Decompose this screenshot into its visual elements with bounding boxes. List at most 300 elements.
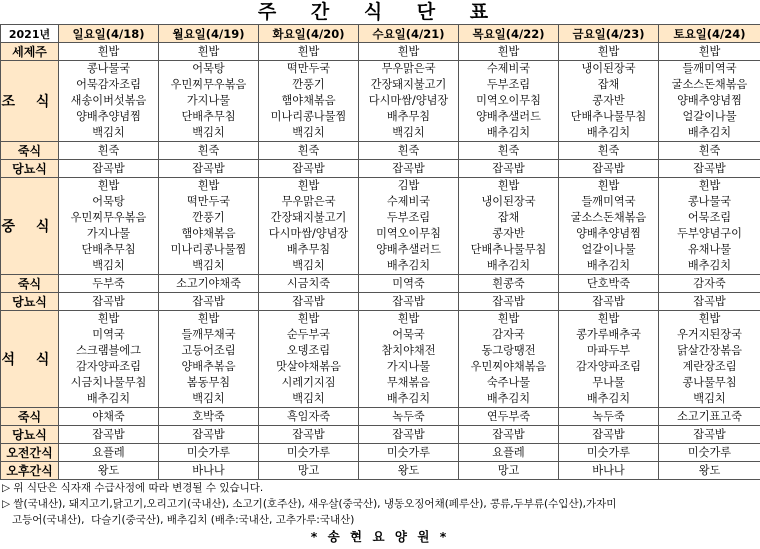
menu-item: 깐풍기 xyxy=(292,78,325,91)
menu-item: 흰죽 xyxy=(97,143,120,157)
menu-cell xyxy=(259,408,359,426)
day-header: 토요일(4/24) xyxy=(659,25,760,43)
menu-item: 백김치 xyxy=(292,259,325,272)
menu-item: 야채죽 xyxy=(92,409,125,423)
menu-item: 흰밥 xyxy=(698,312,721,325)
menu-item: 잡곡밥 xyxy=(92,161,125,175)
menu-item: 미역죽 xyxy=(392,276,425,290)
menu-item: 양배추양념찜 xyxy=(576,227,641,240)
menu-item: 들깨무채국 xyxy=(181,328,236,341)
menu-item: 어묵국 xyxy=(392,328,425,341)
menu-item: 흰죽 xyxy=(297,143,320,157)
menu-cell xyxy=(59,444,159,462)
meal-label: 중 식 xyxy=(1,178,59,275)
menu-cell xyxy=(259,311,359,408)
menu-row xyxy=(1,43,760,61)
menu-item: 배추김치 xyxy=(486,126,531,139)
menu-cell xyxy=(159,462,259,480)
menu-item: 콩나물무침 xyxy=(682,376,737,389)
menu-cell xyxy=(59,311,159,408)
menu-cell xyxy=(59,178,159,275)
menu-cell xyxy=(359,160,459,178)
menu-item: 감자국 xyxy=(492,328,525,341)
menu-cell xyxy=(159,426,259,444)
menu-item: 미숫가루 xyxy=(687,445,732,459)
menu-item: 김밥 xyxy=(397,179,420,192)
menu-item: 감자죽 xyxy=(693,276,726,290)
menu-item: 무채볶음 xyxy=(386,376,431,389)
menu-item: 동그랑땡전 xyxy=(481,344,536,357)
menu-cell xyxy=(159,293,259,311)
menu-item: 흰밥 xyxy=(97,179,120,192)
menu-item: 흰밥 xyxy=(397,44,420,58)
menu-item: 들깨미역국 xyxy=(581,195,636,208)
menu-item: 흰밥 xyxy=(597,44,620,58)
day-header: 월요일(4/19) xyxy=(159,25,259,43)
menu-item: 잡곡밥 xyxy=(592,161,625,175)
menu-cell xyxy=(659,275,760,293)
menu-item: 흰죽 xyxy=(197,143,220,157)
menu-item: 잡곡밥 xyxy=(592,294,625,308)
menu-item: 숙주나물 xyxy=(486,376,531,389)
menu-cell xyxy=(459,462,559,480)
menu-cell xyxy=(59,43,159,61)
menu-item: 배추김치 xyxy=(687,126,732,139)
menu-item: 들깨미역국 xyxy=(682,62,737,75)
menu-cell xyxy=(659,408,760,426)
menu-cell xyxy=(659,311,760,408)
menu-item: 잡채 xyxy=(597,78,620,91)
menu-item: 감자양파조림 xyxy=(576,360,641,373)
menu-body xyxy=(1,43,760,480)
menu-cell xyxy=(59,408,159,426)
menu-cell xyxy=(559,462,659,480)
menu-cell xyxy=(659,142,760,160)
menu-item: 떡만두국 xyxy=(186,195,231,208)
day-header: 목요일(4/22) xyxy=(459,25,559,43)
menu-item: 백김치 xyxy=(192,259,225,272)
menu-cell xyxy=(659,43,760,61)
menu-item: 흰밥 xyxy=(197,179,220,192)
menu-cell xyxy=(159,61,259,142)
notes xyxy=(0,480,760,528)
menu-item: 잡곡밥 xyxy=(392,427,425,441)
menu-item: 흰밥 xyxy=(698,179,721,192)
menu-cell xyxy=(659,293,760,311)
menu-cell xyxy=(559,444,659,462)
menu-item: 잡곡밥 xyxy=(292,294,325,308)
menu-item: 배추김치 xyxy=(586,126,631,139)
menu-cell xyxy=(559,311,659,408)
menu-item: 냉이된장국 xyxy=(581,62,636,75)
menu-cell xyxy=(359,311,459,408)
menu-item: 미나리콩나물찜 xyxy=(270,110,347,123)
menu-item: 흰콩죽 xyxy=(492,276,525,290)
menu-item: 백김치 xyxy=(292,392,325,405)
year-header: 2021년 xyxy=(1,25,59,43)
menu-row xyxy=(1,275,760,293)
note-line: 고등어(국내산), 다슬기(중국산), 배추김치 (배추:국내산, 고추가루:국내산) xyxy=(2,514,355,526)
menu-item: 콩자반 xyxy=(492,227,525,240)
meal-label: 조 식 xyxy=(1,61,59,142)
meal-label: 당뇨식 xyxy=(1,160,59,178)
menu-item: 바나나 xyxy=(592,463,625,477)
menu-cell xyxy=(59,275,159,293)
menu-item: 두부조림 xyxy=(486,78,531,91)
meal-label: 당뇨식 xyxy=(1,293,59,311)
menu-cell xyxy=(159,311,259,408)
menu-item: 양배추샐러드 xyxy=(476,110,541,123)
menu-cell xyxy=(259,293,359,311)
menu-item: 미숫가루 xyxy=(386,445,431,459)
menu-row xyxy=(1,178,760,275)
menu-cell xyxy=(559,142,659,160)
menu-cell xyxy=(659,178,760,275)
menu-cell xyxy=(459,408,559,426)
menu-item: 계란장조림 xyxy=(682,360,737,373)
menu-cell xyxy=(59,142,159,160)
menu-item: 흰밥 xyxy=(497,44,520,58)
menu-item: 양배추양념찜 xyxy=(76,110,141,123)
menu-item: 잡곡밥 xyxy=(292,427,325,441)
menu-item: 얼갈이나물 xyxy=(581,243,636,256)
menu-item: 우민찌무우볶음 xyxy=(70,211,147,224)
menu-item: 흰밥 xyxy=(97,44,120,58)
menu-cell xyxy=(459,275,559,293)
menu-item: 미숫가루 xyxy=(286,445,331,459)
menu-cell xyxy=(459,160,559,178)
day-header: 금요일(4/23) xyxy=(559,25,659,43)
menu-row xyxy=(1,408,760,426)
menu-item: 소고기야채죽 xyxy=(176,276,241,290)
menu-item: 마파두부 xyxy=(586,344,631,357)
menu-item: 요플레 xyxy=(92,445,125,459)
menu-item: 시금치나물무침 xyxy=(70,376,147,389)
menu-item: 잡곡밥 xyxy=(292,161,325,175)
menu-item: 배추김치 xyxy=(586,259,631,272)
meal-label: 석 식 xyxy=(1,311,59,408)
menu-item: 흑임자죽 xyxy=(286,409,331,423)
menu-item: 배추김치 xyxy=(586,392,631,405)
menu-cell xyxy=(559,275,659,293)
menu-row xyxy=(1,293,760,311)
menu-item: 연두부죽 xyxy=(486,409,531,423)
menu-item: 콩가루배추국 xyxy=(576,328,641,341)
menu-item: 단배추나물무침 xyxy=(570,110,647,123)
menu-item: 어묵탕 xyxy=(92,195,125,208)
menu-cell xyxy=(359,444,459,462)
menu-cell xyxy=(259,61,359,142)
menu-cell xyxy=(459,293,559,311)
menu-item: 미숫가루 xyxy=(586,445,631,459)
menu-item: 배추김치 xyxy=(386,259,431,272)
menu-item: 가지나물 xyxy=(186,94,231,107)
menu-item: 배추김치 xyxy=(486,259,531,272)
menu-item: 배추김치 xyxy=(386,392,431,405)
menu-cell xyxy=(359,178,459,275)
menu-item: 바나나 xyxy=(192,463,225,477)
menu-cell xyxy=(659,426,760,444)
menu-item: 콩자반 xyxy=(592,94,625,107)
menu-item: 흰밥 xyxy=(597,179,620,192)
menu-cell xyxy=(259,462,359,480)
menu-cell xyxy=(659,160,760,178)
menu-cell xyxy=(159,160,259,178)
menu-item: 떡만두국 xyxy=(286,62,331,75)
menu-item: 잡곡밥 xyxy=(492,427,525,441)
menu-item: 가지나물 xyxy=(386,360,431,373)
meal-label: 오후간식 xyxy=(1,462,59,480)
menu-item: 잡곡밥 xyxy=(392,161,425,175)
menu-item: 잡곡밥 xyxy=(693,427,726,441)
menu-item: 양배추볶음 xyxy=(181,360,236,373)
menu-cell xyxy=(459,43,559,61)
menu-item: 흰죽 xyxy=(597,143,620,157)
menu-item: 단배추무침 xyxy=(81,243,136,256)
menu-item: 흰밥 xyxy=(597,312,620,325)
meal-label: 죽식 xyxy=(1,275,59,293)
menu-cell xyxy=(159,275,259,293)
menu-row xyxy=(1,142,760,160)
menu-cell xyxy=(259,142,359,160)
facility-name: * 송 현 요 양 원 * xyxy=(310,529,450,544)
menu-item: 백김치 xyxy=(92,259,125,272)
menu-item: 단호박죽 xyxy=(586,276,631,290)
menu-item: 백김치 xyxy=(192,126,225,139)
menu-cell xyxy=(559,178,659,275)
menu-item: 백김치 xyxy=(292,126,325,139)
menu-item: 잡곡밥 xyxy=(92,427,125,441)
menu-item: 간장돼지불고기 xyxy=(270,211,347,224)
menu-item: 다시마쌈/양념장 xyxy=(268,227,349,240)
menu-item: 수제비국 xyxy=(486,62,531,75)
menu-cell xyxy=(459,311,559,408)
menu-item: 왕도 xyxy=(698,463,721,477)
menu-cell xyxy=(259,275,359,293)
menu-cell xyxy=(359,293,459,311)
menu-item: 백김치 xyxy=(392,126,425,139)
menu-cell xyxy=(259,444,359,462)
menu-item: 왕도 xyxy=(397,463,420,477)
menu-item: 순두부국 xyxy=(286,328,331,341)
menu-row xyxy=(1,160,760,178)
menu-item: 잡곡밥 xyxy=(492,294,525,308)
menu-item: 흰밥 xyxy=(297,312,320,325)
menu-item: 미나리콩나물찜 xyxy=(170,243,247,256)
menu-item: 오뎅조림 xyxy=(286,344,331,357)
menu-row xyxy=(1,61,760,142)
menu-cell xyxy=(659,462,760,480)
menu-cell xyxy=(359,142,459,160)
menu-item: 배추김치 xyxy=(687,259,732,272)
menu-item: 새송이버섯볶음 xyxy=(70,94,147,107)
menu-item: 흰죽 xyxy=(497,143,520,157)
menu-cell xyxy=(659,61,760,142)
menu-item: 배추김치 xyxy=(486,392,531,405)
menu-item: 두부양념구이 xyxy=(677,227,742,240)
menu-cell xyxy=(559,426,659,444)
menu-item: 양배추양념찜 xyxy=(677,94,742,107)
menu-item: 녹두죽 xyxy=(392,409,425,423)
menu-item: 잡곡밥 xyxy=(693,161,726,175)
menu-item: 흰밥 xyxy=(497,179,520,192)
menu-item: 감자양파조림 xyxy=(76,360,141,373)
menu-item: 흰밥 xyxy=(197,312,220,325)
menu-row xyxy=(1,462,760,480)
meal-label: 당뇨식 xyxy=(1,426,59,444)
menu-item: 백김치 xyxy=(693,392,726,405)
menu-item: 얼갈이나물 xyxy=(682,110,737,123)
menu-cell xyxy=(359,462,459,480)
menu-cell xyxy=(59,462,159,480)
note-line: ▷ 쌀(국내산), 돼지고기,닭고기,오리고기(국내산), 소고기(호주산), 새우살(중국산), 냉동오징어채(페루산), 콩류,두부류(수입산),가자미 xyxy=(2,498,617,510)
menu-item: 고등어조림 xyxy=(181,344,236,357)
meal-label: 죽식 xyxy=(1,408,59,426)
menu-item: 잡곡밥 xyxy=(592,427,625,441)
menu-item: 배추무침 xyxy=(286,243,331,256)
menu-item: 굴소스돈채볶음 xyxy=(570,211,647,224)
menu-item: 흰밥 xyxy=(197,44,220,58)
menu-item: 시레기지짐 xyxy=(281,376,336,389)
menu-item: 간장돼지불고기 xyxy=(370,78,447,91)
menu-cell xyxy=(559,160,659,178)
menu-item: 닭살간장볶음 xyxy=(677,344,742,357)
day-header: 수요일(4/21) xyxy=(359,25,459,43)
menu-item: 백김치 xyxy=(92,126,125,139)
menu-item: 시금치죽 xyxy=(286,276,331,290)
menu-item: 무우맑은국 xyxy=(281,195,336,208)
menu-item: 흰밥 xyxy=(698,44,721,58)
menu-row xyxy=(1,444,760,462)
menu-cell xyxy=(359,275,459,293)
menu-cell xyxy=(459,61,559,142)
menu-cell xyxy=(159,408,259,426)
menu-item: 가지나물 xyxy=(86,227,131,240)
menu-item: 망고 xyxy=(497,463,520,477)
page-title: 주 간 식 단 표 xyxy=(257,1,503,23)
menu-cell xyxy=(159,178,259,275)
menu-item: 햄야채볶음 xyxy=(281,94,336,107)
menu-cell xyxy=(459,444,559,462)
weekly-menu-table xyxy=(0,24,760,480)
menu-item: 흰밥 xyxy=(297,179,320,192)
menu-item: 무우맑은국 xyxy=(381,62,436,75)
menu-item: 콩나물국 xyxy=(86,62,131,75)
menu-item: 흰밥 xyxy=(297,44,320,58)
menu-item: 녹두죽 xyxy=(592,409,625,423)
menu-item: 잡곡밥 xyxy=(693,294,726,308)
menu-cell xyxy=(159,444,259,462)
menu-row xyxy=(1,426,760,444)
day-header: 화요일(4/20) xyxy=(259,25,359,43)
menu-item: 단배추무침 xyxy=(181,110,236,123)
menu-cell xyxy=(559,408,659,426)
day-header: 일요일(4/18) xyxy=(59,25,159,43)
menu-item: 유채나물 xyxy=(687,243,732,256)
menu-item: 우민찌무우볶음 xyxy=(170,78,247,91)
menu-cell xyxy=(259,160,359,178)
menu-item: 흰밥 xyxy=(97,312,120,325)
menu-item: 스크램블에그 xyxy=(76,344,141,357)
menu-item: 다시마쌈/양념장 xyxy=(368,94,449,107)
menu-item: 왕도 xyxy=(97,463,120,477)
menu-item: 요플레 xyxy=(492,445,525,459)
menu-item: 미역오이무침 xyxy=(376,227,441,240)
menu-cell xyxy=(59,293,159,311)
menu-item: 흰밥 xyxy=(497,312,520,325)
menu-cell xyxy=(59,426,159,444)
menu-item: 맛살야채볶음 xyxy=(276,360,341,373)
menu-item: 흰죽 xyxy=(397,143,420,157)
menu-item: 어묵감자조림 xyxy=(76,78,141,91)
meal-label: 세제주 xyxy=(1,43,59,61)
menu-item: 잡곡밥 xyxy=(92,294,125,308)
menu-cell xyxy=(259,43,359,61)
menu-item: 봄동무침 xyxy=(186,376,231,389)
menu-cell xyxy=(59,160,159,178)
menu-item: 햄야채볶음 xyxy=(181,227,236,240)
menu-cell xyxy=(59,61,159,142)
menu-item: 잡곡밥 xyxy=(492,161,525,175)
menu-item: 망고 xyxy=(297,463,320,477)
menu-cell xyxy=(159,43,259,61)
menu-item: 두부조림 xyxy=(386,211,431,224)
note-line: ▷ 위 식단은 식자재 수급사정에 따라 변경될 수 있습니다. xyxy=(2,482,264,494)
menu-cell xyxy=(559,43,659,61)
menu-item: 잡채 xyxy=(497,211,520,224)
menu-item: 참치야채전 xyxy=(381,344,436,357)
menu-item: 어묵조림 xyxy=(687,211,732,224)
menu-item: 우거지된장국 xyxy=(677,328,742,341)
menu-cell xyxy=(459,142,559,160)
menu-cell xyxy=(259,178,359,275)
menu-cell xyxy=(659,444,760,462)
menu-item: 콩나물국 xyxy=(687,195,732,208)
menu-item: 잡곡밥 xyxy=(192,161,225,175)
menu-item: 양배추샐러드 xyxy=(376,243,441,256)
menu-item: 잡곡밥 xyxy=(192,427,225,441)
menu-item: 냉이된장국 xyxy=(481,195,536,208)
menu-cell xyxy=(559,293,659,311)
menu-item: 어묵탕 xyxy=(192,62,225,75)
menu-cell xyxy=(359,408,459,426)
header-row xyxy=(1,25,760,43)
menu-cell xyxy=(159,142,259,160)
meal-label: 오전간식 xyxy=(1,444,59,462)
menu-item: 두부죽 xyxy=(92,276,125,290)
menu-item: 굴소스돈채볶음 xyxy=(671,78,748,91)
menu-item: 백김치 xyxy=(192,392,225,405)
menu-item: 흰밥 xyxy=(397,312,420,325)
menu-item: 미숫가루 xyxy=(186,445,231,459)
menu-cell xyxy=(459,178,559,275)
menu-item: 우민찌야채볶음 xyxy=(470,360,547,373)
menu-cell xyxy=(359,43,459,61)
menu-item: 흰죽 xyxy=(698,143,721,157)
menu-cell xyxy=(459,426,559,444)
menu-item: 무나물 xyxy=(592,376,625,389)
menu-cell xyxy=(259,426,359,444)
menu-item: 수제비국 xyxy=(386,195,431,208)
menu-cell xyxy=(559,61,659,142)
menu-item: 단배추나물무침 xyxy=(470,243,547,256)
menu-item: 잡곡밥 xyxy=(192,294,225,308)
menu-row xyxy=(1,311,760,408)
meal-label: 죽식 xyxy=(1,142,59,160)
menu-item: 미역오이무침 xyxy=(476,94,541,107)
menu-item: 미역국 xyxy=(92,328,125,341)
menu-item: 잡곡밥 xyxy=(392,294,425,308)
